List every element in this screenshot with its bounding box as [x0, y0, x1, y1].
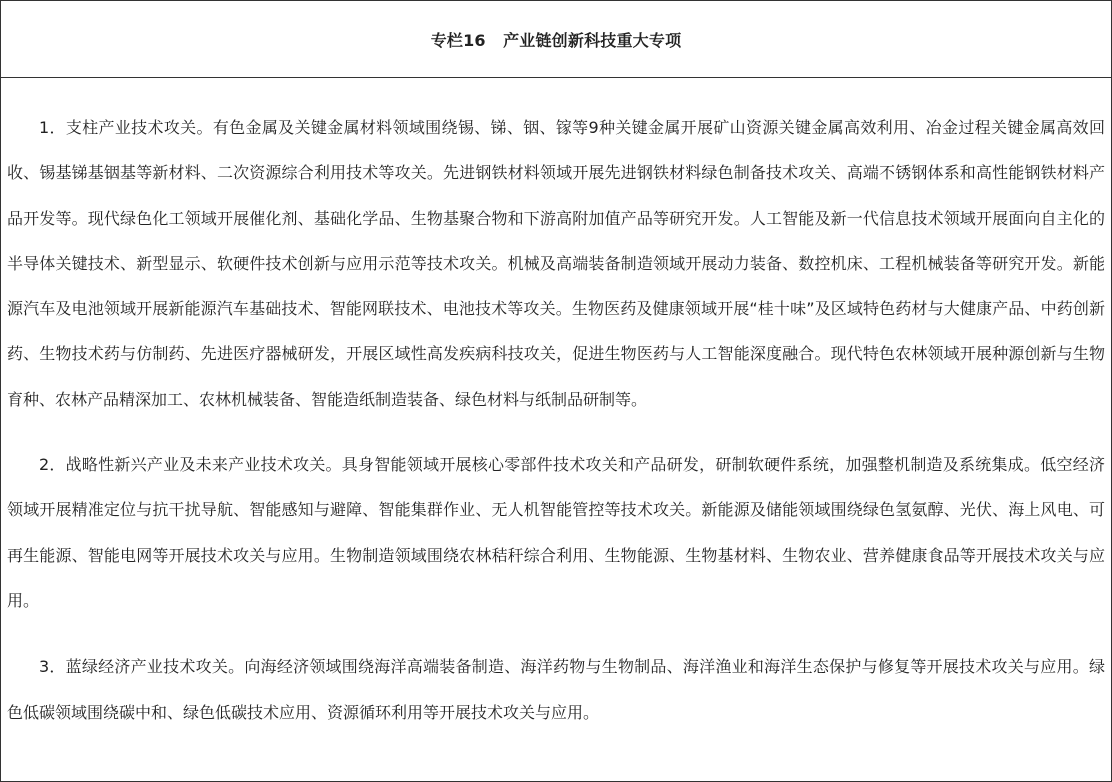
- column-body: [1, 78, 1111, 735]
- paragraph-3: 3．蓝绿经济产业技术攻关。向海经济领域围绕海洋高端装备制造、海洋药物与生物制品、海洋渔业和海洋生态保护与修复等开展技术攻关与应用。绿色低碳领域围绕碳中和、绿色低碳技术应用、资源循环利用等开展技术攻关与应用。: [7, 657, 1105, 722]
- paragraph-2: 2．战略性新兴产业及未来产业技术攻关。具身智能领域开展核心零部件技术攻关和产品研发，研制软硬件系统，加强整机制造及系统集成。低空经济领域开展精准定位与抗干扰导航、智能感知与避障、智能集群作业、无人机智能管控等技术攻关。新能源及储能领域围绕绿色氢氨醇、光伏、海上风电、可再生能源、智能电网等开展技术攻关与应用。生物制造领域围绕农林秸秆综合利用、生物能源、生物基材料、生物农业、营养健康食品等开展技术攻关与应用。: [7, 455, 1105, 610]
- column-title-text: 专栏16 产业链创新科技重大专项: [430, 30, 682, 50]
- paragraph-1: 1．支柱产业技术攻关。有色金属及关键金属材料领域围绕锡、锑、铟、镓等9种关键金属开展矿山资源关键金属高效利用、冶金过程关键金属高效回收、锡基锑基铟基等新材料、二次资源综合利用技术等攻关。先进钢铁材料领域开展先进钢铁材料绿色制备技术攻关、高端不锈钢体系和高性能钢铁材料产品开发等。现代绿色化工领域开展催化剂、基础化学品、生物基聚合物和下游高附加值产品等研究开发。人工智能及新一代信息技术领域开展面向自主化的半导体关键技术、新型显示、软硬件技术创新与应用示范等技术攻关。机械及高端装备制造领域开展动力装备、数控机床、工程机械装备等研究开发。新能源汽车及电池领域开展新能源汽车基础技术、智能网联技术、电池技术等攻关。生物医药及健康领域开展“桂十味”及区域特色药材与大健康产品、中药创新药、生物技术药与仿制药、先进医疗器械研发，开展区域性高发疾病科技攻关，促进生物医药与人工智能深度融合。现代特色农林领域开展种源创新与生物育种、农林产品精深加工、农林机械装备、智能造纸制造装备、绿色材料与纸制品研制等。: [7, 118, 1105, 409]
- column-title: [1, 1, 1111, 78]
